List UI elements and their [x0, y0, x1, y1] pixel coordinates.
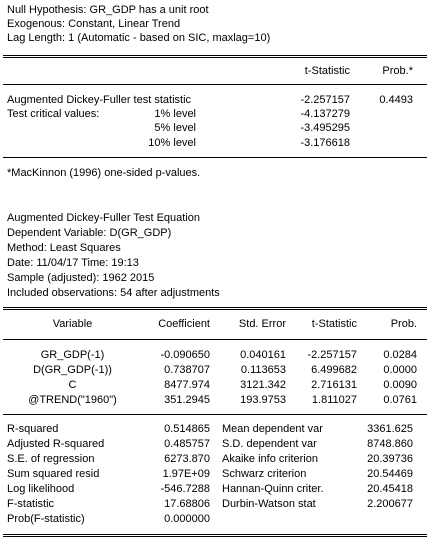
level-value: -3.176618 — [300, 137, 350, 149]
observations-line: Included observations: 54 after adjustments — [7, 287, 220, 299]
stat-value: 20.45418 — [367, 483, 413, 495]
std-error: 0.040161 — [240, 349, 286, 361]
probability: 0.0000 — [383, 364, 417, 376]
coefficient: 0.738707 — [164, 364, 210, 376]
stat-label: S.D. dependent var — [222, 438, 317, 450]
stat-label: Durbin-Watson stat — [222, 498, 316, 510]
stat-label: F-statistic — [7, 498, 55, 510]
stat-label: Hannan-Quinn criter. — [222, 483, 324, 495]
level-value: -4.137279 — [300, 108, 350, 120]
footnote: *MacKinnon (1996) one-sided p-values. — [7, 167, 201, 179]
null-hypothesis: Null Hypothesis: GR_GDP has a unit root — [7, 4, 209, 16]
t-statistic: 1.811027 — [311, 394, 357, 406]
coef-header: Std. Error — [238, 318, 286, 330]
table-rule — [3, 414, 427, 415]
coef-header: Prob. — [390, 318, 417, 330]
t-statistic: -2.257157 — [307, 349, 357, 361]
stat-value: 17.68806 — [164, 498, 210, 510]
stat-label: Schwarz criterion — [222, 468, 307, 480]
stat-value: 0.000000 — [164, 513, 210, 525]
stat-value: 6273.870 — [164, 453, 210, 465]
std-error: 3121.342 — [240, 379, 286, 391]
critical-values-label: Test critical values: — [7, 108, 100, 120]
table-rule — [3, 534, 427, 537]
stat-label: Sum squared resid — [7, 468, 100, 480]
coef-header: Coefficient — [158, 318, 210, 330]
equation-title: Augmented Dickey-Fuller Test Equation — [7, 212, 201, 224]
coefficient: 8477.974 — [164, 379, 210, 391]
coef-header: Variable — [52, 318, 93, 330]
stat-value: 8748.860 — [367, 438, 413, 450]
stat-value: 20.39736 — [367, 453, 413, 465]
t-statistic: 6.499682 — [311, 364, 357, 376]
stat-label: Prob(F-statistic) — [7, 513, 85, 525]
probability: 0.0284 — [383, 349, 417, 361]
level-label: 5% level — [154, 122, 196, 134]
stat-value: 1.97E+09 — [162, 468, 210, 480]
table-rule — [3, 55, 427, 58]
variable-name: D(GR_GDP(-1)) — [33, 364, 112, 376]
date-line: Date: 11/04/17 Time: 19:13 — [7, 257, 139, 269]
variable-name: @TREND("1960") — [28, 394, 117, 406]
method-line: Method: Least Squares — [7, 242, 121, 254]
stat-value: 0.514865 — [164, 423, 210, 435]
table-rule — [3, 307, 427, 310]
table-rule — [3, 157, 427, 158]
stat-label: Akaike info criterion — [222, 453, 318, 465]
sample-line: Sample (adjusted): 1962 2015 — [7, 272, 155, 284]
level-label: 10% level — [148, 137, 196, 149]
stat-value: -546.7288 — [160, 483, 210, 495]
stat-label: Adjusted R-squared — [7, 438, 105, 450]
stat-label: R-squared — [7, 423, 59, 435]
stat-label: Mean dependent var — [222, 423, 323, 435]
variable-name: C — [68, 379, 77, 391]
level-label: 1% level — [154, 108, 196, 120]
coefficient: -0.090650 — [160, 349, 210, 361]
level-value: -3.495295 — [300, 122, 350, 134]
exogenous-line: Exogenous: Constant, Linear Trend — [7, 18, 181, 30]
adf-stat-value: -2.257157 — [300, 94, 350, 106]
col-tstat-header: t-Statistic — [304, 65, 350, 77]
std-error: 0.113653 — [240, 364, 286, 376]
dependent-variable: Dependent Variable: D(GR_GDP) — [7, 227, 172, 239]
std-error: 193.9753 — [240, 394, 286, 406]
stat-value: 3361.625 — [367, 423, 413, 435]
probability: 0.0090 — [383, 379, 417, 391]
variable-name: GR_GDP(-1) — [40, 349, 105, 361]
stat-label: S.E. of regression — [7, 453, 95, 465]
col-prob-header: Prob.* — [382, 65, 413, 77]
coef-header: t-Statistic — [311, 318, 357, 330]
stat-value: 20.54469 — [367, 468, 413, 480]
probability: 0.0761 — [383, 394, 417, 406]
lag-length-line: Lag Length: 1 (Automatic - based on SIC, maxlag=10) — [7, 32, 271, 44]
stat-value: 2.200677 — [367, 498, 413, 510]
adf-prob-value: 0.4493 — [379, 94, 413, 106]
coefficient: 351.2945 — [164, 394, 210, 406]
table-rule — [3, 339, 427, 340]
stat-value: 0.485757 — [164, 438, 210, 450]
stat-label: Log likelihood — [7, 483, 75, 495]
adf-stat-label: Augmented Dickey-Fuller test statistic — [7, 94, 192, 106]
table-rule — [3, 84, 427, 85]
t-statistic: 2.716131 — [311, 379, 357, 391]
